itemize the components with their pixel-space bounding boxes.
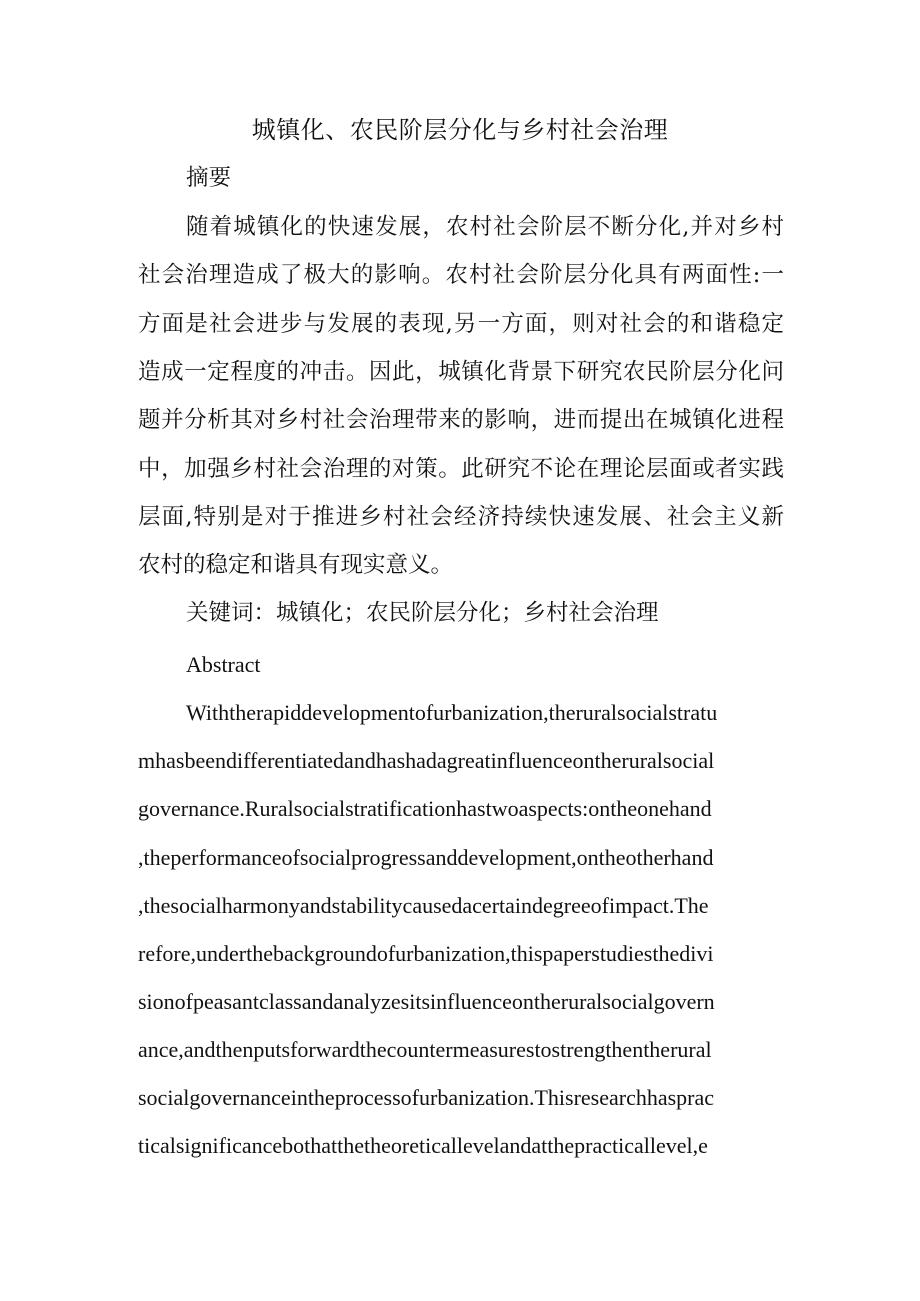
abstract-line: 题并分析其对乡村社会治理带来的影响，进而提出在城镇化进程 [138, 407, 784, 433]
abstract-heading: 摘要 [186, 165, 232, 191]
abstract-en-line: sionofpeasantclassandanalyzesitsinfluenceontheruralsocialgovern [138, 989, 715, 1014]
abstract-line: 社会治理造成了极大的影响。农村社会阶层分化具有两面性:一 [138, 262, 784, 288]
abstract-line: 层面,特别是对于推进乡村社会经济持续快速发展、社会主义新 [138, 504, 784, 530]
abstract-line: 农村的稳定和谐具有现实意义。 [138, 552, 454, 578]
abstract-en-line: ,thesocialharmonyandstabilitycausedacertaindegreeofimpact.The [138, 893, 709, 918]
abstract-line: 方面是社会进步与发展的表现,另一方面，则对社会的和谐稳定 [138, 311, 784, 337]
abstract-line: 随着城镇化的快速发展，农村社会阶层不断分化,并对乡村 [186, 214, 784, 240]
abstract-en-line: ticalsignificancebothatthetheoreticallevelandatthepracticallevel,e [138, 1133, 708, 1158]
abstract-en-line: socialgovernanceintheprocessofurbanization.Thisresearchhasprac [138, 1085, 715, 1110]
abstract-en-line: mhasbeendifferentiatedandhashadagreatinfluenceontheruralsocial [138, 748, 715, 773]
abstract-en-line: ance,andthenputsforwardthecountermeasurestostrengthentherural [138, 1037, 712, 1062]
abstract-en-line: Withtherapiddevelopmentofurbanization,theruralsocialstratu [186, 700, 718, 725]
abstract-en-heading: Abstract [186, 652, 261, 677]
abstract-en-line: ,theperformanceofsocialprogressanddevelopment,ontheotherhand [138, 845, 714, 870]
abstract-en-line: governance.Ruralsocialstratificationhastwoaspects:ontheonehand [138, 796, 712, 821]
document-title: 城镇化、农民阶层分化与乡村社会治理 [251, 116, 669, 144]
abstract-line: 中，加强乡村社会治理的对策。此研究不论在理论层面或者实践 [138, 456, 784, 482]
abstract-en-line: refore,underthebackgroundofurbanization,thispaperstudiesthedivi [138, 941, 714, 966]
keywords-line: 关键词：城镇化；农民阶层分化；乡村社会治理 [186, 600, 659, 626]
abstract-line: 造成一定程度的冲击。因此，城镇化背景下研究农民阶层分化问 [138, 359, 784, 385]
